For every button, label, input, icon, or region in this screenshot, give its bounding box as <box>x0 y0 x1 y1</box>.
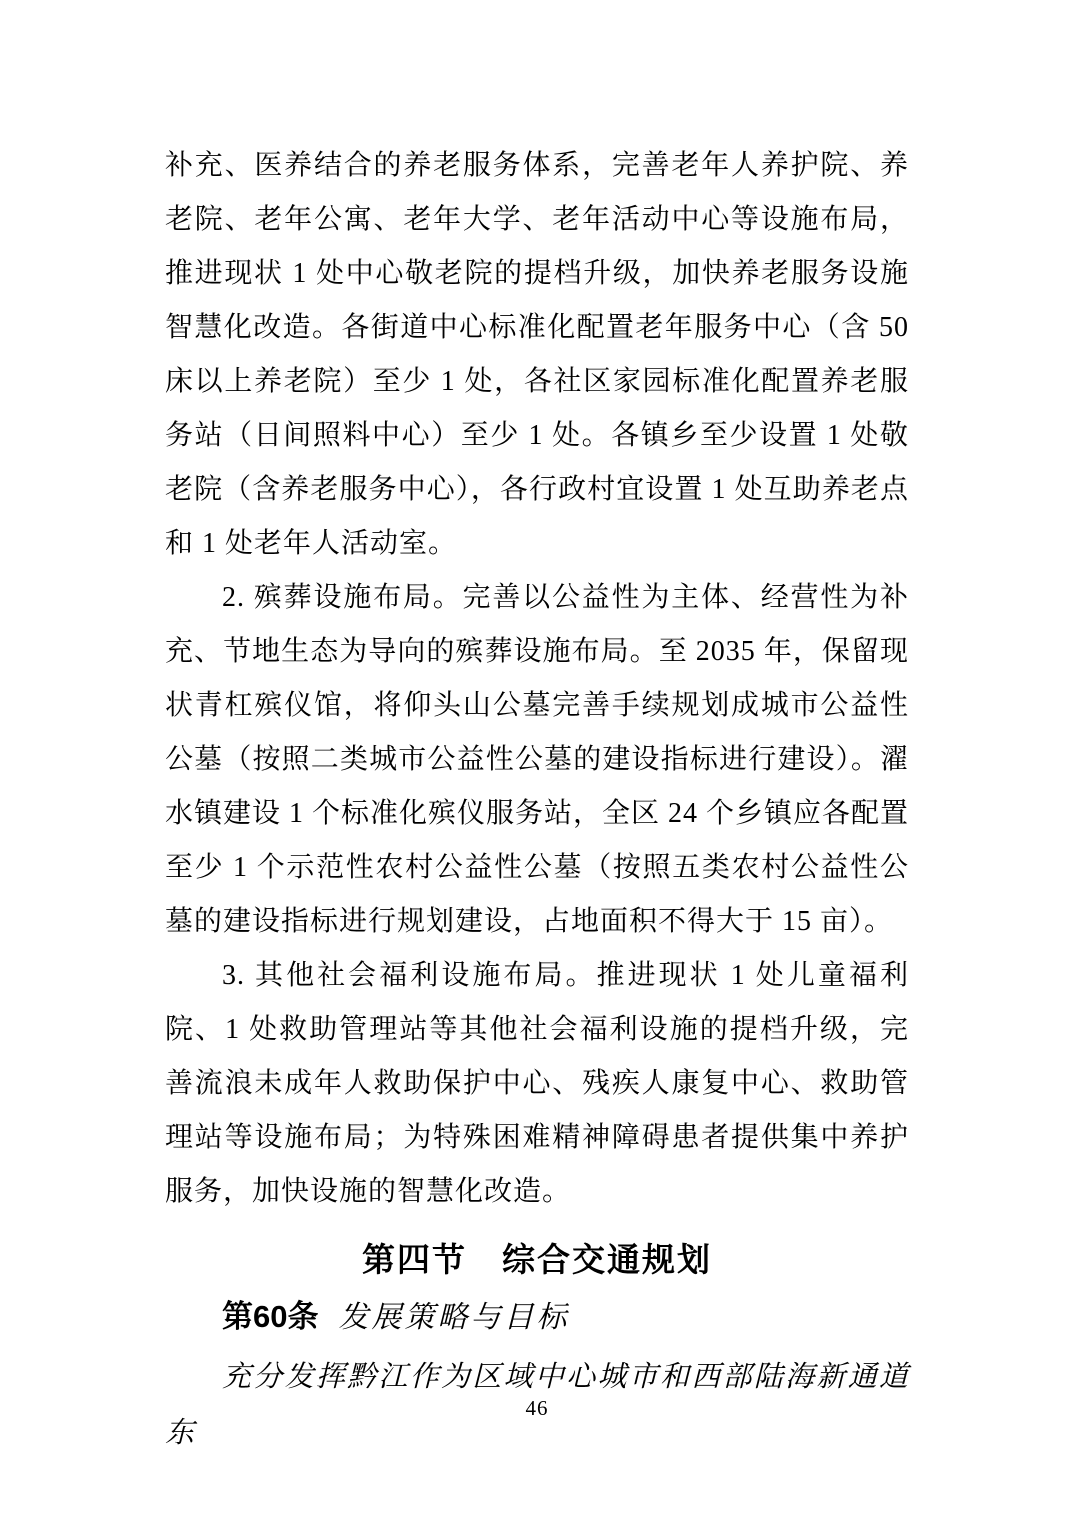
page-number: 46 <box>525 1396 549 1420</box>
body-paragraph-funeral-facilities: 2. 殡葬设施布局。完善以公益性为主体、经营性为补充、节地生态为导向的殡葬设施布局。至 2035 年，保留现状青杠殡仪馆，将仰头山公墓完善手续规划成城市公益性公墓（按照二类城市公益性公墓的建设指标进行建设）。濯水镇建设 1 个标准化殡仪服务站，全区 24 个乡镇应各配置至少 1 个示范性农村公益性公墓（按照五类农村公益性公墓的建设指标进行规划建设，占地面积不得大于 15 亩）。 <box>165 582 910 937</box>
article-title: 发展策略与目标 <box>338 1301 570 1334</box>
page-content <box>165 139 909 1461</box>
body-paragraph-social-welfare: 3. 其他社会福利设施布局。推进现状 1 处儿童福利院、1 处救助管理站等其他社会福利设施的提档升级，完善流浪未成年人救助保护中心、残疾人康复中心、救助管理站等设施布局；为特殊困难精神障碍患者提供集中养护服务，加快设施的智慧化改造。 <box>165 960 909 1207</box>
article-heading <box>165 1291 909 1349</box>
article-number: 第60条 <box>222 1299 319 1334</box>
section-heading: 第四节 综合交通规划 <box>362 1241 712 1278</box>
body-paragraph-elderly-care: 补充、医养结合的养老服务体系，完善老年人养护院、养老院、老年公寓、老年大学、老年活动中心等设施布局，推进现状 1 处中心敬老院的提档升级，加快养老服务设施智慧化改造。各街道中心标准化配置老年服务中心（含 50 床以上养老院）至少 1 处，各社区家园标准化配置养老服务站（日间照料中心）至少 1 处。各镇乡至少设置 1 处敬老院（含养老服务中心），各行政村宜设置 1 处互助养老点和 1 处老年人活动室。 <box>165 150 909 559</box>
article-paragraph: 充分发挥黔江作为区域中心城市和西部陆海新通道东 <box>165 1361 909 1449</box>
